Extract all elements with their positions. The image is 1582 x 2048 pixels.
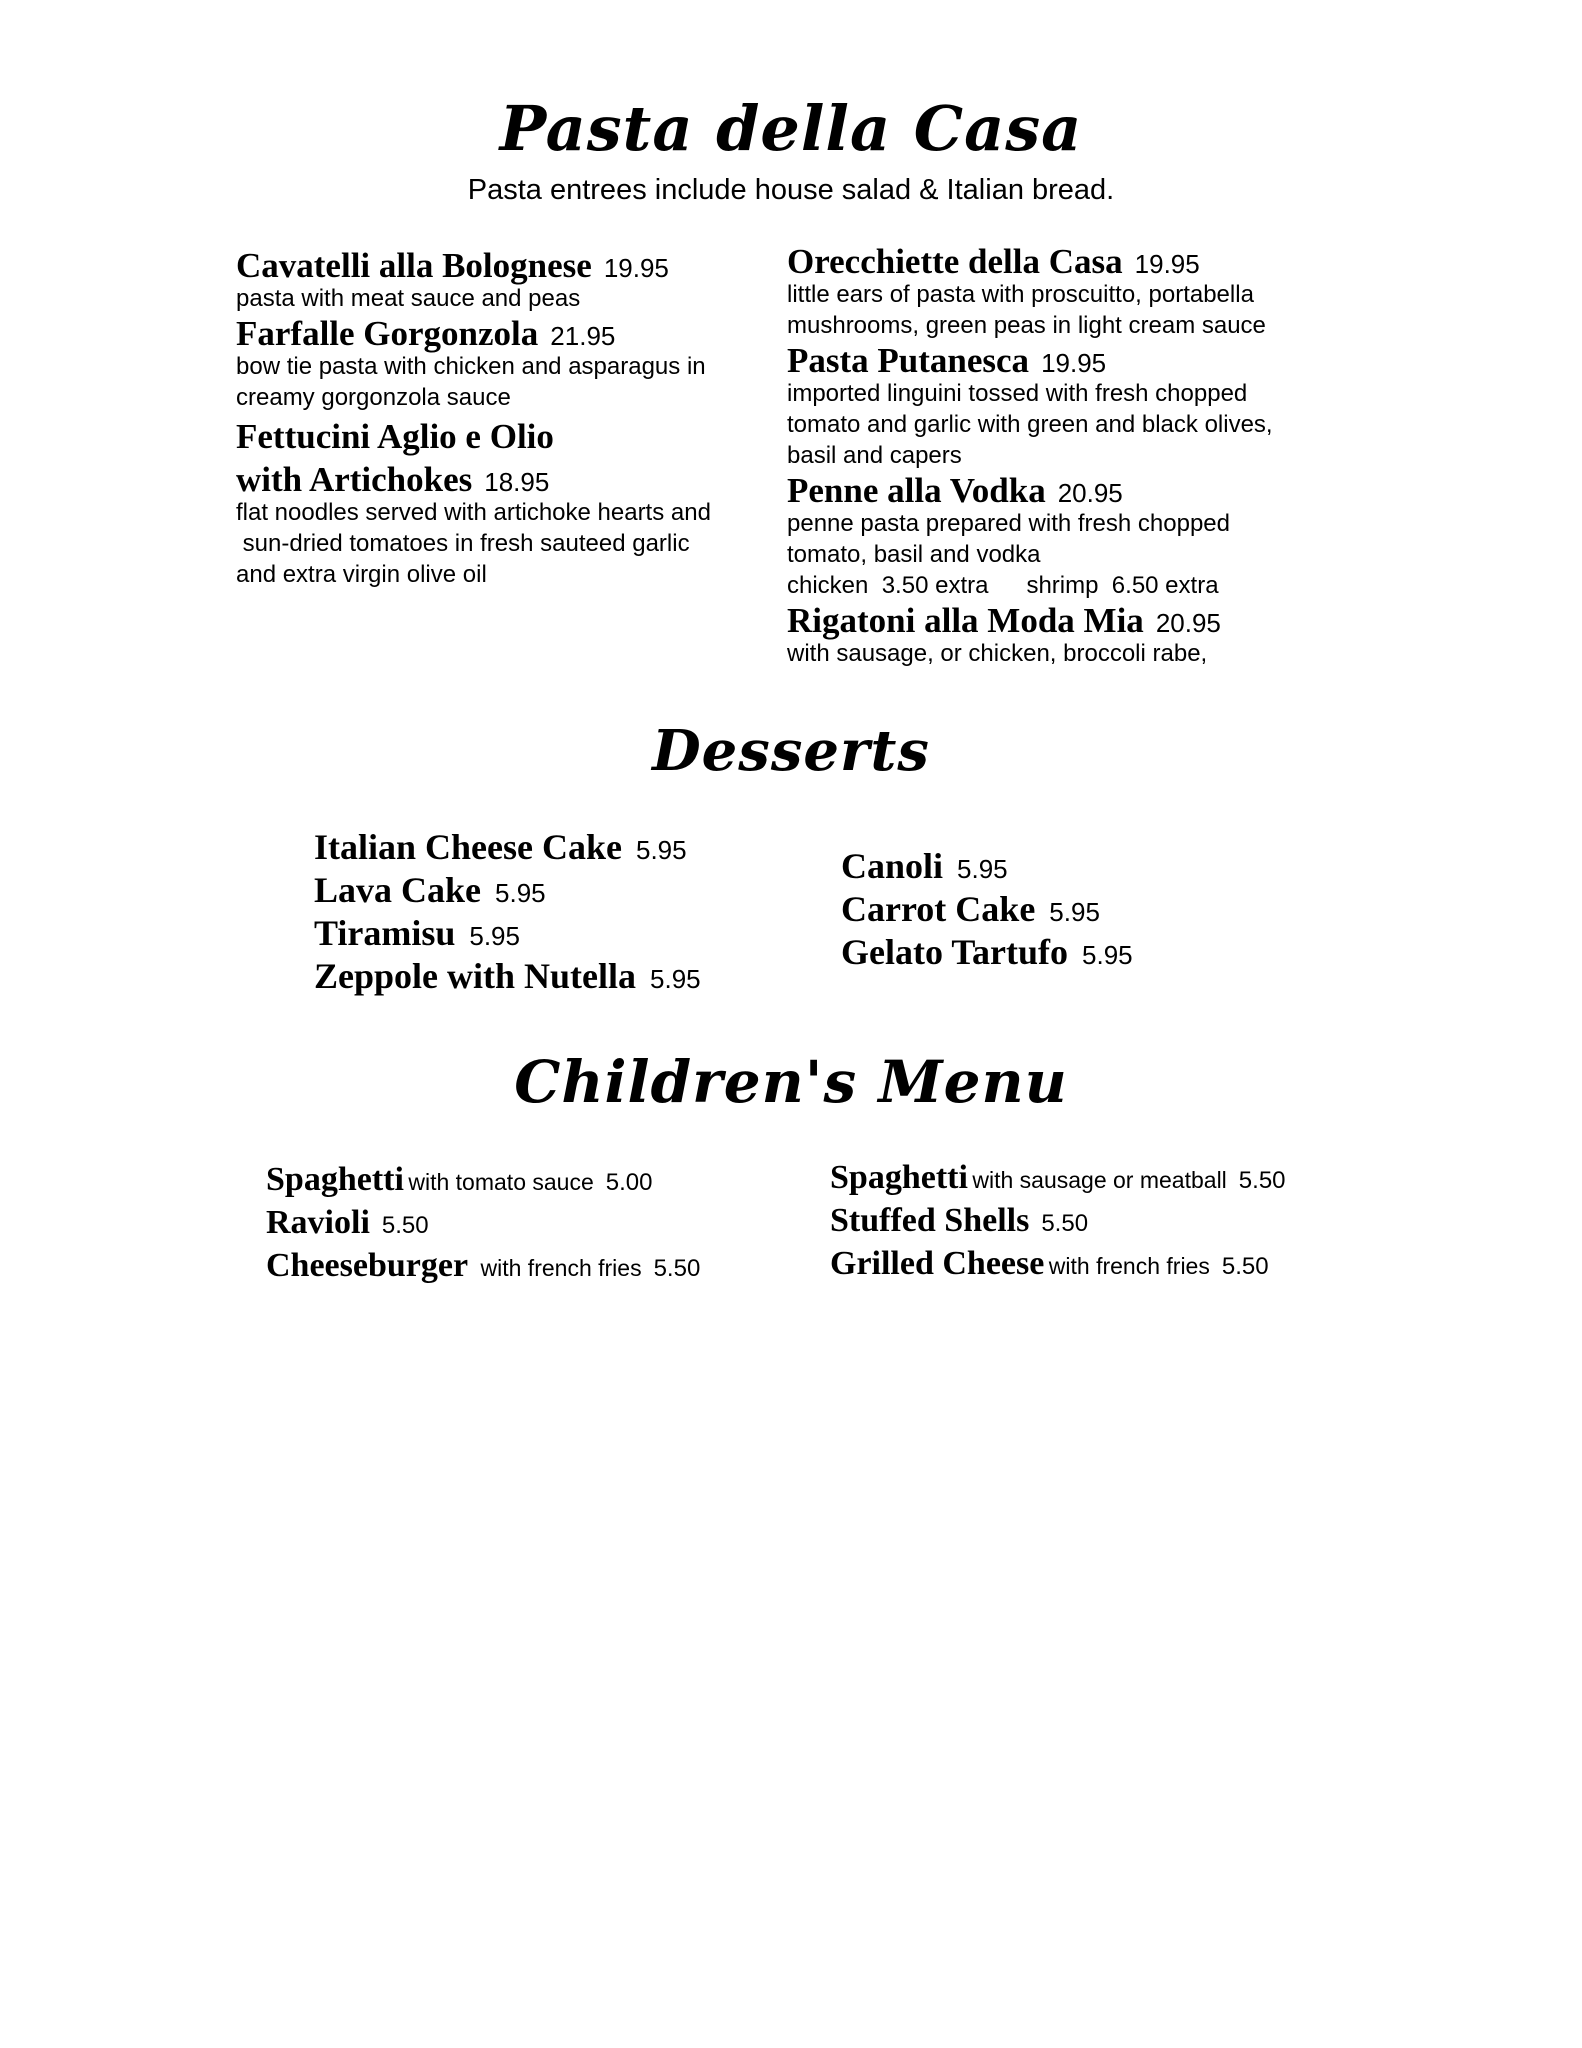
dish-name: with Artichokes — [236, 460, 473, 499]
dish-extras — [787, 570, 1347, 601]
pasta-section-subtitle: Pasta entrees include house salad & Italian bread. — [467, 174, 1115, 206]
dish-description: with sausage, or chicken, broccoli rabe, — [787, 640, 1208, 667]
menu-item — [266, 1244, 786, 1287]
dish-price: 5.50 — [653, 1255, 701, 1282]
pasta-right-column — [787, 242, 1347, 669]
dish-price: 18.95 — [484, 467, 550, 497]
childrens-left-column — [266, 1158, 786, 1287]
menu-item — [236, 316, 776, 351]
dish-description: little ears of pasta with proscuitto, portabella — [787, 281, 1254, 308]
desserts-right-column — [841, 845, 1261, 974]
dish-price: 5.50 — [1221, 1253, 1269, 1280]
dish-description: pasta with meat sauce and peas — [236, 285, 581, 312]
dish-price: 5.95 — [469, 921, 520, 951]
dish-name: Carrot Cake — [841, 889, 1036, 929]
dish-name: Farfalle Gorgonzola — [236, 314, 539, 353]
pasta-section-title: Pasta della Casa — [499, 92, 1083, 165]
menu-item — [266, 1201, 786, 1244]
menu-item — [830, 1242, 1370, 1285]
dish-description: and extra virgin olive oil — [236, 561, 487, 588]
menu-item — [787, 473, 1347, 508]
dish-name: Rigatoni alla Moda Mia — [787, 601, 1144, 640]
dish-name: Spaghetti — [830, 1159, 968, 1196]
dish-description: imported linguini tossed with fresh chopped — [787, 380, 1248, 407]
desserts-section-title: Desserts — [652, 718, 930, 784]
menu-item — [314, 912, 774, 955]
dish-name: Ravioli — [266, 1204, 370, 1241]
dish-description: bow tie pasta with chicken and asparagus in — [236, 353, 706, 380]
menu-item — [314, 955, 774, 998]
dish-note: with sausage or meatball — [972, 1167, 1227, 1193]
extra-chicken: chicken 3.50 extra — [787, 572, 989, 599]
menu-item — [787, 603, 1347, 638]
dish-name: Grilled Cheese — [830, 1245, 1045, 1282]
dish-description: mushrooms, green peas in light cream sauce — [787, 312, 1266, 339]
dish-description: penne pasta prepared with fresh chopped — [787, 510, 1230, 537]
menu-item — [266, 1158, 786, 1201]
desserts-left-column — [314, 826, 774, 998]
menu-item — [787, 244, 1347, 279]
dish-price: 5.00 — [605, 1169, 653, 1196]
dish-name: Pasta Putanesca — [787, 341, 1030, 380]
dish-price: 5.95 — [1049, 897, 1100, 927]
dish-description: flat noodles served with artichoke hearts and — [236, 499, 711, 526]
dish-name: Stuffed Shells — [830, 1202, 1030, 1239]
dish-name: Tiramisu — [314, 913, 456, 953]
dish-price: 20.95 — [1057, 478, 1123, 508]
menu-item — [236, 462, 776, 497]
dish-name: Orecchiette della Casa — [787, 242, 1123, 281]
dish-name: Spaghetti — [266, 1161, 404, 1198]
dish-price: 5.50 — [1238, 1167, 1286, 1194]
dish-description: tomato, basil and vodka — [787, 541, 1041, 568]
dish-name: Italian Cheese Cake — [314, 827, 622, 867]
dish-price: 5.50 — [1041, 1210, 1089, 1237]
dish-note: with french fries — [1048, 1253, 1210, 1279]
dish-description: sun-dried tomatoes in fresh sauteed garlic — [236, 530, 690, 557]
menu-item — [841, 888, 1261, 931]
dish-name: Canoli — [841, 846, 944, 886]
dish-description: tomato and garlic with green and black olives, — [787, 411, 1273, 438]
dish-name: Gelato Tartufo — [841, 932, 1069, 972]
dish-price: 20.95 — [1155, 608, 1221, 638]
menu-item — [841, 845, 1261, 888]
dish-price: 19.95 — [1041, 348, 1107, 378]
menu-item — [841, 931, 1261, 974]
pasta-left-column — [236, 246, 776, 590]
menu-item — [236, 419, 776, 454]
dish-name: Penne alla Vodka — [787, 471, 1046, 510]
dish-price: 19.95 — [603, 253, 669, 283]
dish-price: 5.50 — [381, 1212, 429, 1239]
menu-item — [314, 869, 774, 912]
dish-price: 19.95 — [1134, 249, 1200, 279]
menu-item — [314, 826, 774, 869]
dish-note: with tomato sauce — [408, 1169, 594, 1195]
dish-price: 5.95 — [636, 835, 687, 865]
menu-item — [830, 1199, 1370, 1242]
dish-name: Zeppole with Nutella — [314, 956, 637, 996]
dish-description: creamy gorgonzola sauce — [236, 384, 511, 411]
menu-item — [830, 1156, 1370, 1199]
childrens-menu-title: Children's Menu — [514, 1048, 1068, 1116]
dish-note: with french fries — [480, 1255, 642, 1281]
childrens-right-column — [830, 1156, 1370, 1285]
dish-price: 5.95 — [957, 854, 1008, 884]
extra-shrimp: shrimp 6.50 extra — [1026, 572, 1219, 599]
dish-price: 21.95 — [550, 321, 616, 351]
dish-name: Lava Cake — [314, 870, 482, 910]
dish-name: Cavatelli alla Bolognese — [236, 246, 592, 285]
dish-description: basil and capers — [787, 442, 962, 469]
dish-name: Fettucini Aglio e Olio — [236, 417, 554, 456]
dish-price: 5.95 — [1082, 940, 1133, 970]
dish-price: 5.95 — [495, 878, 546, 908]
menu-item — [787, 343, 1347, 378]
dish-price: 5.95 — [650, 964, 701, 994]
dish-name: Cheeseburger — [266, 1247, 469, 1284]
menu-item — [236, 248, 776, 283]
